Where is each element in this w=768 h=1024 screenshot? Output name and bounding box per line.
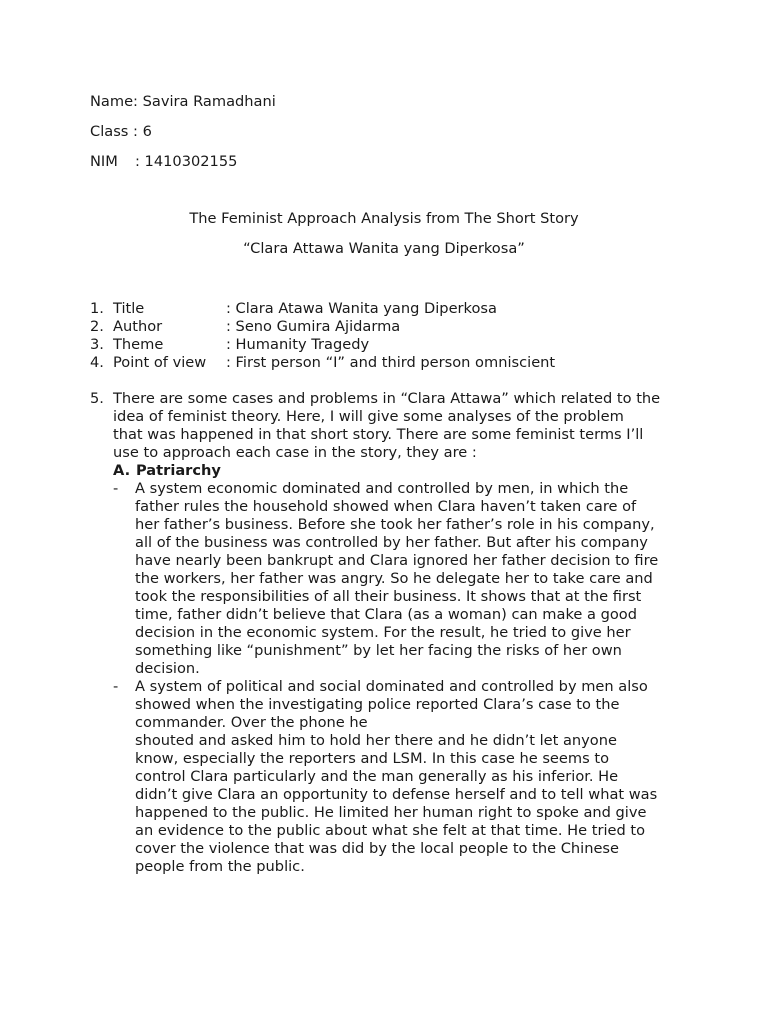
text-line: didn’t give Clara an opportunity to defense herself and to tell what was — [135, 786, 658, 803]
nim-label: NIM — [90, 153, 118, 170]
text-line: use to approach each case in the story, they are : — [113, 444, 477, 461]
story-details-list — [90, 300, 710, 372]
section-heading — [113, 462, 688, 480]
text-line: that was happened in that short story. There are some feminist terms I’ll — [113, 426, 644, 443]
text-line: cover the violence that was did by the local people to the Chinese — [135, 840, 620, 857]
text-line: time, father didn’t believe that Clara (as a woman) can make a good — [135, 606, 637, 623]
student-class: Class : 6 — [90, 123, 152, 140]
text-line: happened to the public. He limited her human right to spoke and give — [135, 804, 647, 821]
student-nim — [90, 153, 237, 171]
story-title: “Clara Attawa Wanita yang Diperkosa” — [243, 240, 525, 257]
bullet-dash: - — [113, 678, 119, 695]
list-number: 5. — [90, 390, 104, 407]
analysis-body — [113, 390, 688, 876]
detail-label: Title — [113, 300, 145, 317]
list-item — [90, 318, 710, 336]
text-line: showed when the investigating police reported Clara’s case to the — [135, 696, 620, 713]
document-title: The Feminist Approach Analysis from The Short Story — [189, 210, 579, 227]
list-item — [90, 354, 710, 372]
list-number: 1. — [90, 300, 104, 317]
bullet-dash: - — [113, 480, 119, 497]
section-letter: A. — [113, 462, 131, 479]
text-line: all of the business was controlled by her father. But after his company — [135, 534, 648, 551]
list-item — [90, 336, 710, 354]
list-item — [90, 300, 710, 318]
text-line: There are some cases and problems in “Clara Attawa” which related to the — [113, 390, 661, 407]
text-line: decision. — [135, 660, 200, 677]
detail-label: Theme — [113, 336, 164, 353]
text-line: have nearly been bankrupt and Clara ignored her father decision to fire — [135, 552, 659, 569]
bullet-item — [113, 480, 688, 678]
nim-value: : 1410302155 — [135, 153, 238, 170]
text-line: something like “punishment” by let her facing the risks of her own — [135, 642, 622, 659]
text-line: her father’s business. Before she took her father’s role in his company, — [135, 516, 655, 533]
text-line: A system economic dominated and controlled by men, in which the — [135, 480, 629, 497]
detail-value: : Humanity Tragedy — [226, 336, 370, 353]
list-number: 3. — [90, 336, 104, 353]
list-number: 4. — [90, 354, 104, 371]
text-line: shouted and asked him to hold her there and he didn’t let anyone — [135, 732, 617, 749]
text-line: idea of feminist theory. Here, I will give some analyses of the problem — [113, 408, 624, 425]
analysis-intro — [113, 390, 688, 462]
list-number: 2. — [90, 318, 104, 335]
text-line: people from the public. — [135, 858, 305, 875]
text-line: A system of political and social dominated and controlled by men also — [135, 678, 648, 695]
detail-label: Author — [113, 318, 163, 335]
bullet-item — [113, 678, 688, 876]
student-name: Name: Savira Ramadhani — [90, 93, 276, 110]
text-line: decision in the economic system. For the result, he tried to give her — [135, 624, 631, 641]
detail-value: : Seno Gumira Ajidarma — [226, 318, 401, 335]
text-line: commander. Over the phone he — [135, 714, 368, 731]
text-line: control Clara particularly and the man generally as his inferior. He — [135, 768, 619, 785]
detail-value: : Clara Atawa Wanita yang Diperkosa — [226, 300, 497, 317]
text-line: the workers, her father was angry. So he delegate her to take care and — [135, 570, 653, 587]
detail-label: Point of view — [113, 354, 207, 371]
section-title: Patriarchy — [136, 462, 221, 479]
text-line: an evidence to the public about what she felt at that time. He tried to — [135, 822, 646, 839]
text-line: took the responsibilities of all their business. It shows that at the first — [135, 588, 642, 605]
text-line: father rules the household showed when Clara haven’t taken care of — [135, 498, 637, 515]
detail-value: : First person “I” and third person omniscient — [226, 354, 556, 371]
text-line: know, especially the reporters and LSM. In this case he seems to — [135, 750, 609, 767]
